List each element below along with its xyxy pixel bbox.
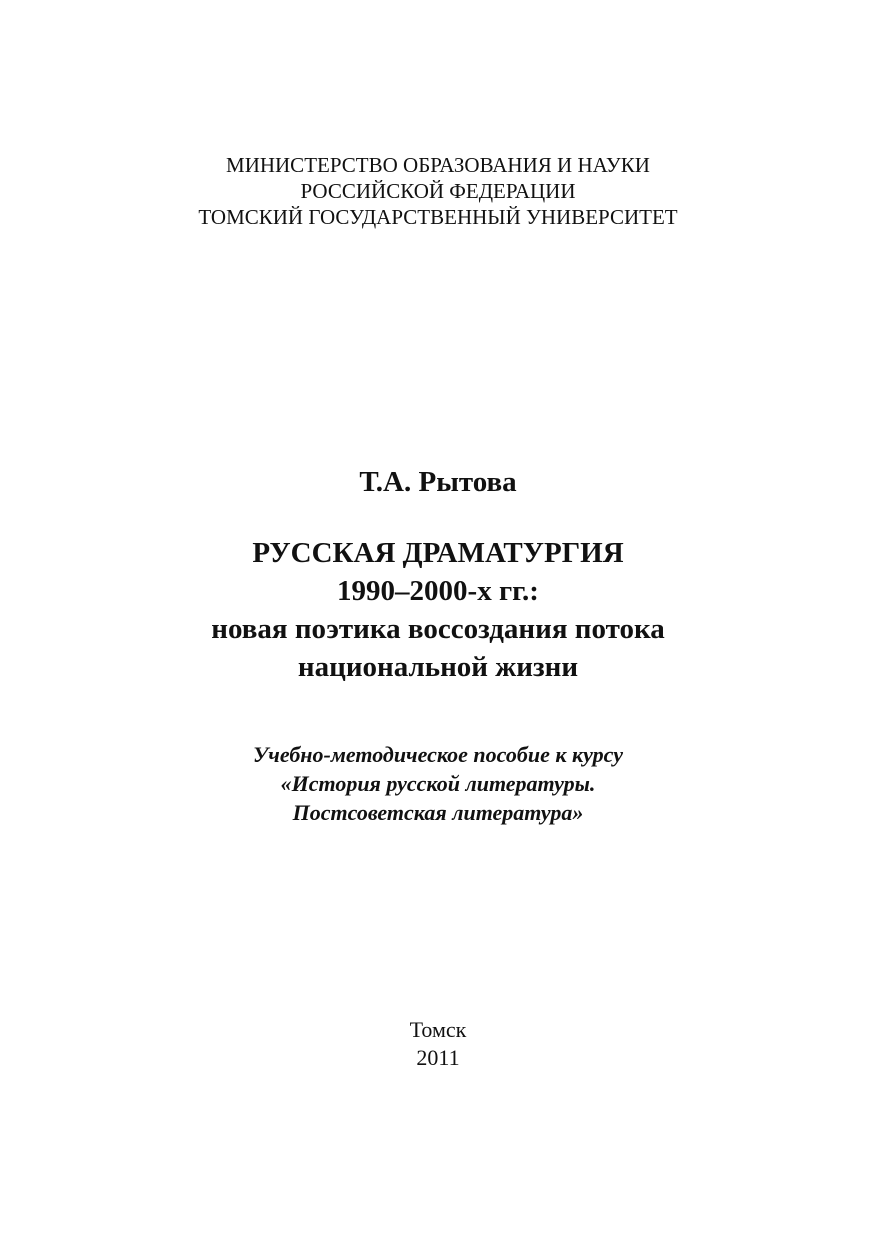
title-line-1: РУССКАЯ ДРАМАТУРГИЯ [252,537,624,569]
institution-header [0,152,876,230]
book-title [0,534,876,686]
subtitle-line-1: Учебно-методическое пособие к курсу [252,742,624,767]
imprint-city: Томск [409,1017,467,1042]
subtitle-line-2: «История русской литературы. [280,771,596,796]
imprint [0,1016,876,1072]
subtitle-line-3: Постсоветская литература» [292,800,584,825]
title-line-3: новая поэтика воссоздания потока [211,613,665,645]
author-text: Т.А. Рытова [359,466,517,498]
header-line-ministry: МИНИСТЕРСТВО ОБРАЗОВАНИЯ И НАУКИ [226,153,650,177]
title-line-2: 1990–2000-х гг.: [337,575,539,607]
author-name [0,464,876,500]
header-line-university: ТОМСКИЙ ГОСУДАРСТВЕННЫЙ УНИВЕРСИТЕТ [198,205,678,229]
imprint-year: 2011 [416,1045,460,1070]
title-line-4: национальной жизни [297,651,579,683]
book-subtitle [0,740,876,827]
header-line-federation: РОССИЙСКОЙ ФЕДЕРАЦИИ [300,179,576,203]
